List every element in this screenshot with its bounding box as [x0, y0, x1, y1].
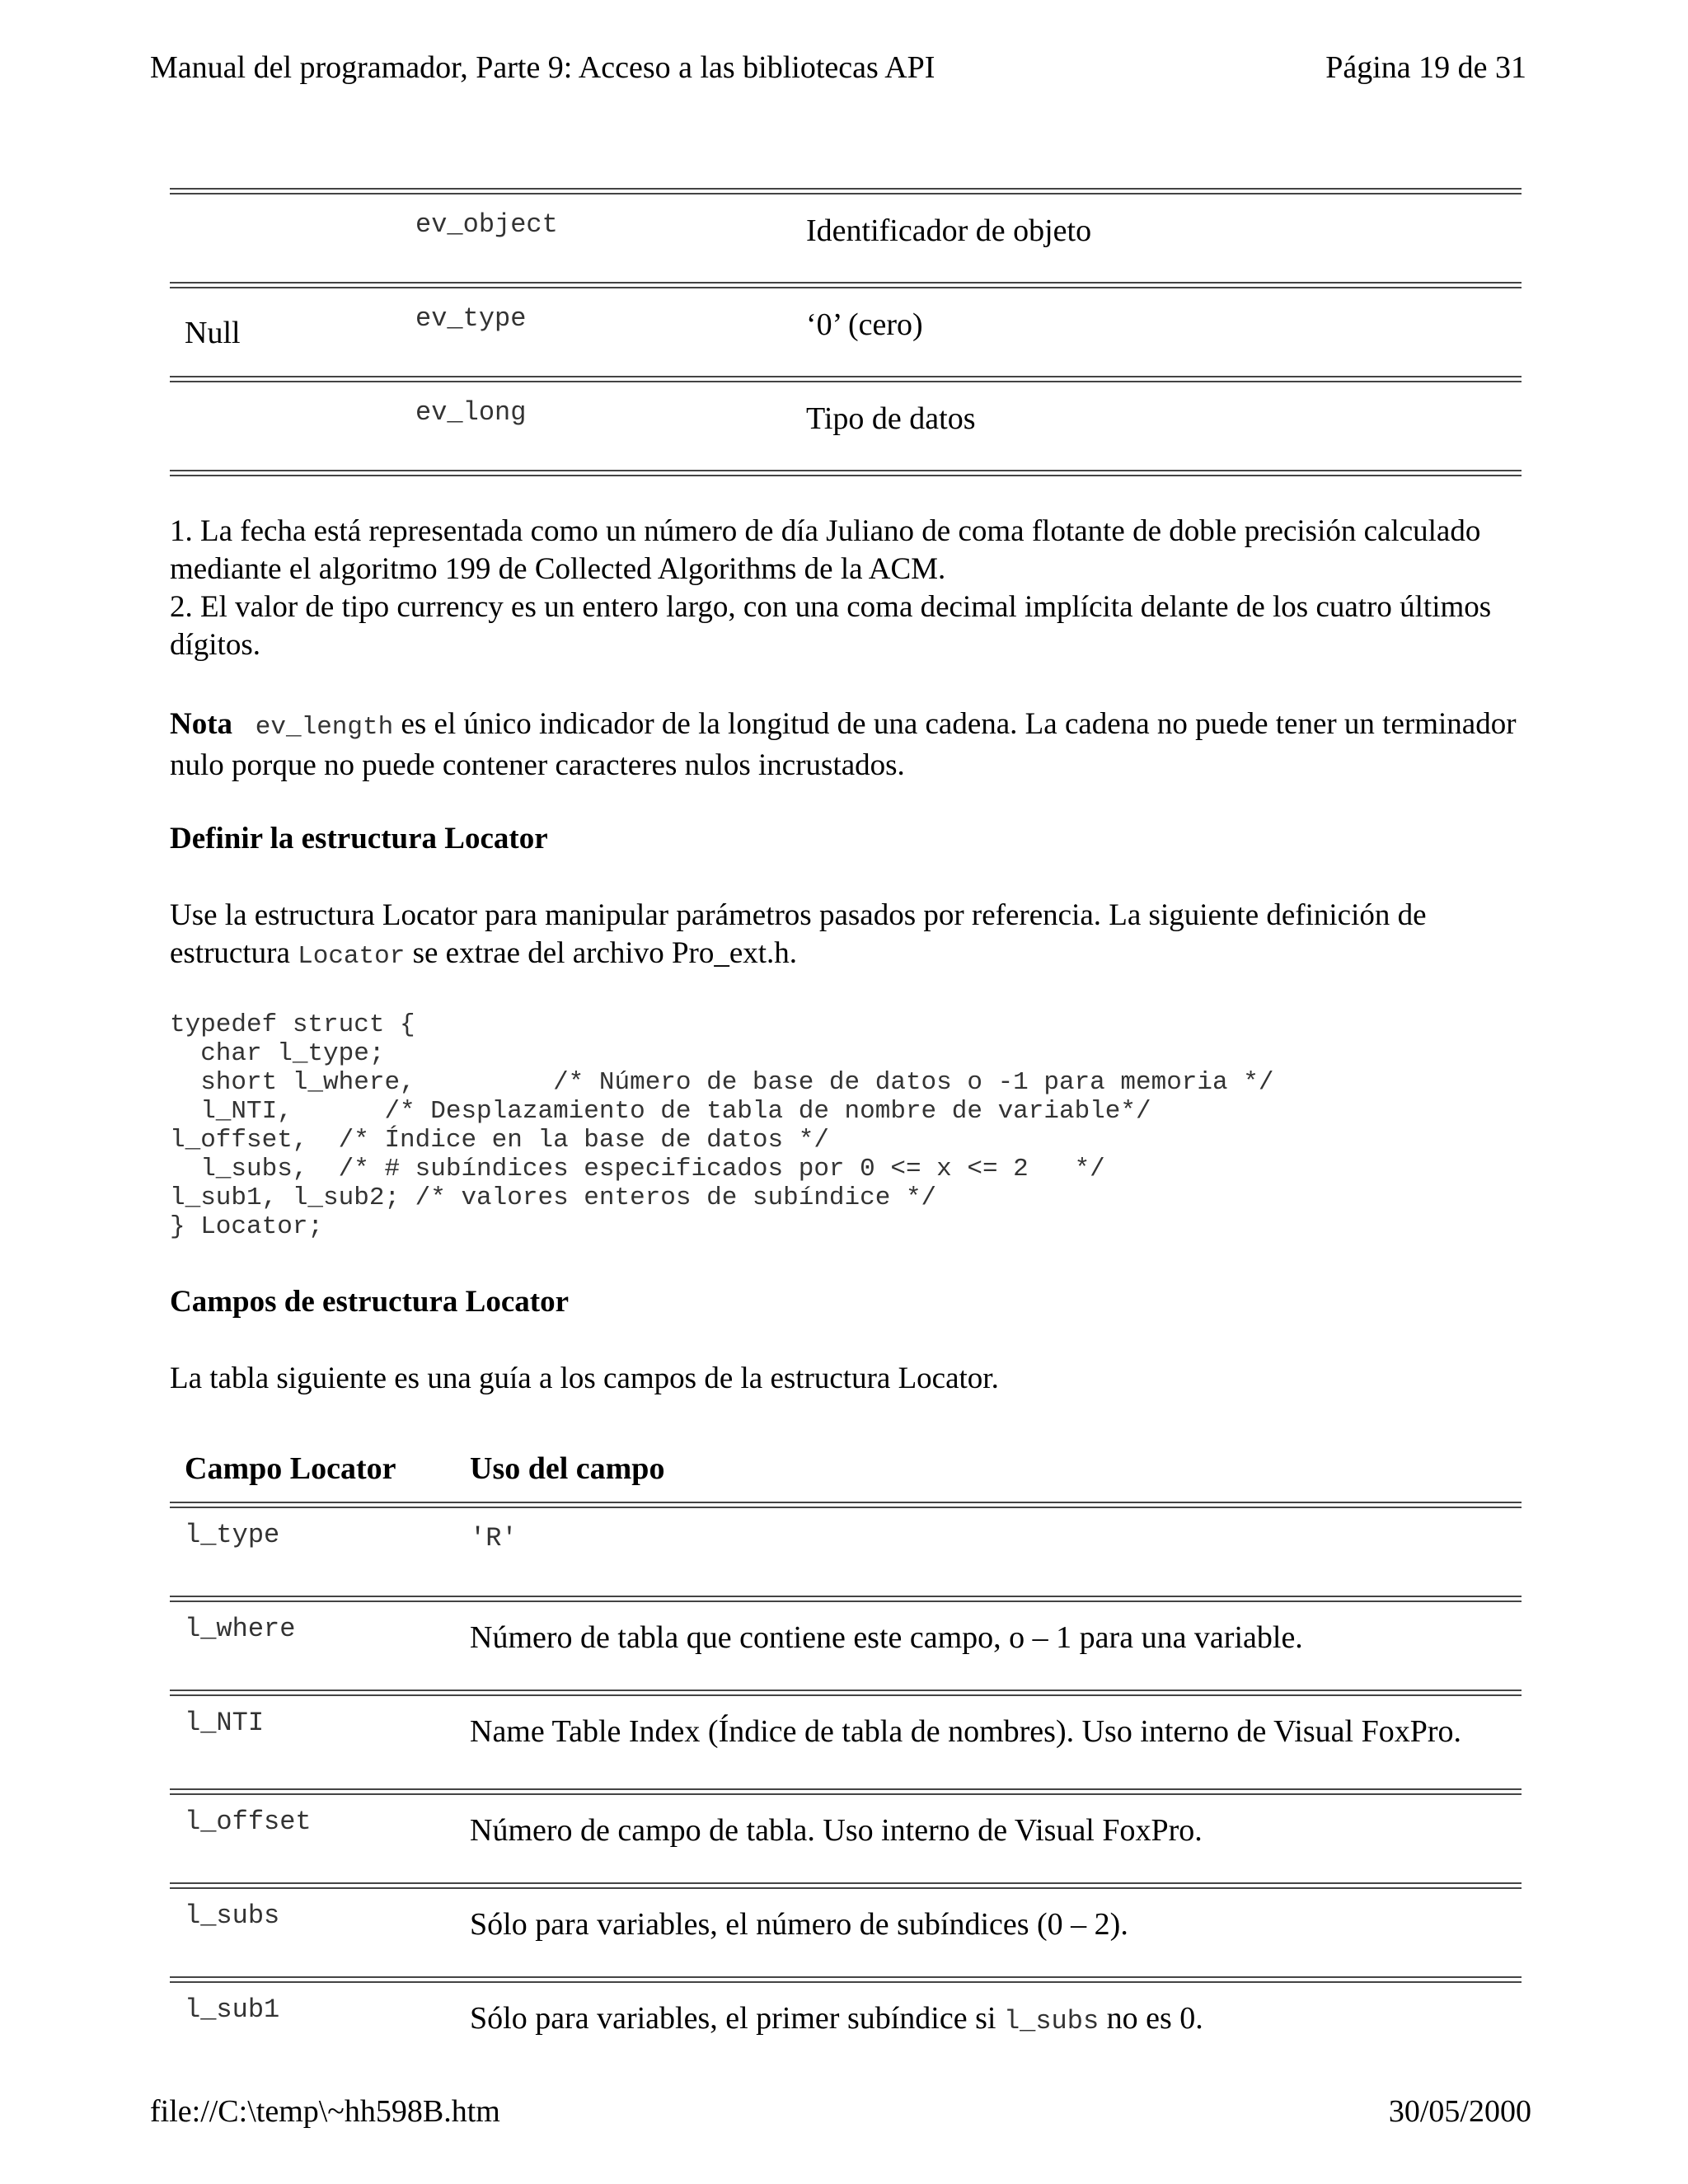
section-locator-fields — [170, 1284, 1522, 1319]
section-intro — [170, 1360, 1522, 1398]
footnote-2: 2. El valor de tipo currency es un entero largo, con una coma decimal implícita delante de los cuatro últimos dígitos. — [170, 590, 1492, 662]
table-rule — [170, 376, 1522, 382]
table-row — [170, 1696, 1522, 1788]
table-rule — [170, 470, 1522, 476]
field-cell: l_sub1 — [185, 1994, 280, 2025]
ev-value-cell: ‘0’ (cero) — [806, 307, 923, 342]
ev-type-cell: Null — [185, 316, 241, 350]
ev-field-cell: ev_object — [415, 209, 558, 240]
table-row — [170, 382, 1522, 470]
page-footer-date: 30/05/2000 — [1388, 2094, 1531, 2129]
page-footer-path: file://C:\temp\~hh598B.htm — [150, 2094, 500, 2129]
footnotes — [170, 513, 1522, 664]
table-header — [170, 1447, 1522, 1502]
intro-code: Locator — [298, 942, 406, 971]
use-cell: Número de campo de tabla. Uso interno de Visual FoxPro. — [470, 1813, 1203, 1848]
note-label: Nota — [170, 707, 233, 741]
table-rule — [170, 1976, 1522, 1983]
intro-text: La tabla siguiente es una guía a los campos de la estructura Locator. — [170, 1361, 999, 1395]
page-header-title: Manual del programador, Parte 9: Acceso a las bibliotecas API — [150, 50, 935, 85]
ev-value-cell: Tipo de datos — [806, 401, 976, 436]
use-cell — [470, 1999, 1508, 2041]
use-cell: Name Table Index (Índice de tabla de nombres). Uso interno de Visual FoxPro. — [470, 1714, 1462, 1749]
ev-field-cell: ev_type — [415, 303, 527, 334]
intro-text: Use la estructura Locator para manipular parámetros pasados por referencia. La siguiente definición de estructura — [170, 898, 1427, 970]
table-row — [170, 1795, 1522, 1882]
use-cell: Número de tabla que contiene este campo, o – 1 para una variable. — [470, 1620, 1303, 1655]
table-rule — [170, 1882, 1522, 1889]
ev-table — [170, 188, 1522, 476]
table-row — [170, 1508, 1522, 1596]
code-block — [170, 1010, 1522, 1241]
table-row — [170, 1889, 1522, 1976]
table-rule — [170, 282, 1522, 288]
table-rule — [170, 1690, 1522, 1696]
ev-field-cell: ev_long — [415, 397, 527, 428]
note-text: es el único indicador de la longitud de una cadena. La cadena no puede tener un terminador nulo porque no puede contener caracteres nulos incrustados. — [170, 707, 1517, 782]
field-cell: l_subs — [185, 1900, 280, 1931]
locator-table — [170, 1447, 1522, 2057]
section-heading: Campos de estructura Locator — [170, 1285, 569, 1319]
table-row — [170, 1602, 1522, 1690]
field-cell: l_where — [185, 1614, 296, 1644]
note-block — [170, 705, 1522, 785]
section-heading: Definir la estructura Locator — [170, 822, 548, 855]
field-cell: l_NTI — [185, 1708, 265, 1738]
table-rule — [170, 1596, 1522, 1602]
use-text: Sólo para variables, el primer subíndice si — [470, 2001, 996, 2036]
field-cell: l_offset — [185, 1807, 312, 1837]
section-intro — [170, 897, 1522, 976]
page-number: Página 19 de 31 — [1325, 50, 1526, 85]
field-cell: l_type — [185, 1520, 280, 1550]
use-text-end: no es 0. — [1106, 2001, 1203, 2036]
table-rule — [170, 188, 1522, 194]
note-code: ev_length — [255, 713, 394, 742]
table-rule — [170, 1788, 1522, 1795]
table-row — [170, 1983, 1522, 2057]
intro-text-end: se extrae del archivo Pro_ext.h. — [412, 936, 798, 970]
use-cell: Sólo para variables, el número de subíndices (0 – 2). — [470, 1907, 1128, 1942]
section-define-locator — [170, 821, 1522, 856]
use-cell: 'R' — [470, 1523, 518, 1554]
struct-definition: typedef struct { char l_type; short l_where, /* Número de base de datos o -1 para memoria */ l_NTI, /* Desplazamiento de tabla de nombre de variable*/ l_offset, /* Índice en la base de datos */ l_subs, /* # subíndices especificados por 0 <= x <= 2 */ l_sub1, l_sub2; /* valores enteros de subíndice */ } Locator; — [170, 1010, 1274, 1241]
table-row — [170, 194, 1522, 282]
footnote-1: 1. La fecha está representada como un número de día Juliano de coma flotante de doble precisión calculado mediante el algoritmo 199 de Collected Algorithms de la ACM. — [170, 514, 1481, 586]
column-header-field: Campo Locator — [185, 1451, 396, 1486]
ev-value-cell: Identificador de objeto — [806, 213, 1092, 248]
column-header-use: Uso del campo — [470, 1451, 665, 1486]
table-row — [170, 288, 1522, 376]
use-code: l_subs — [1003, 2006, 1100, 2036]
table-rule — [170, 1502, 1522, 1508]
